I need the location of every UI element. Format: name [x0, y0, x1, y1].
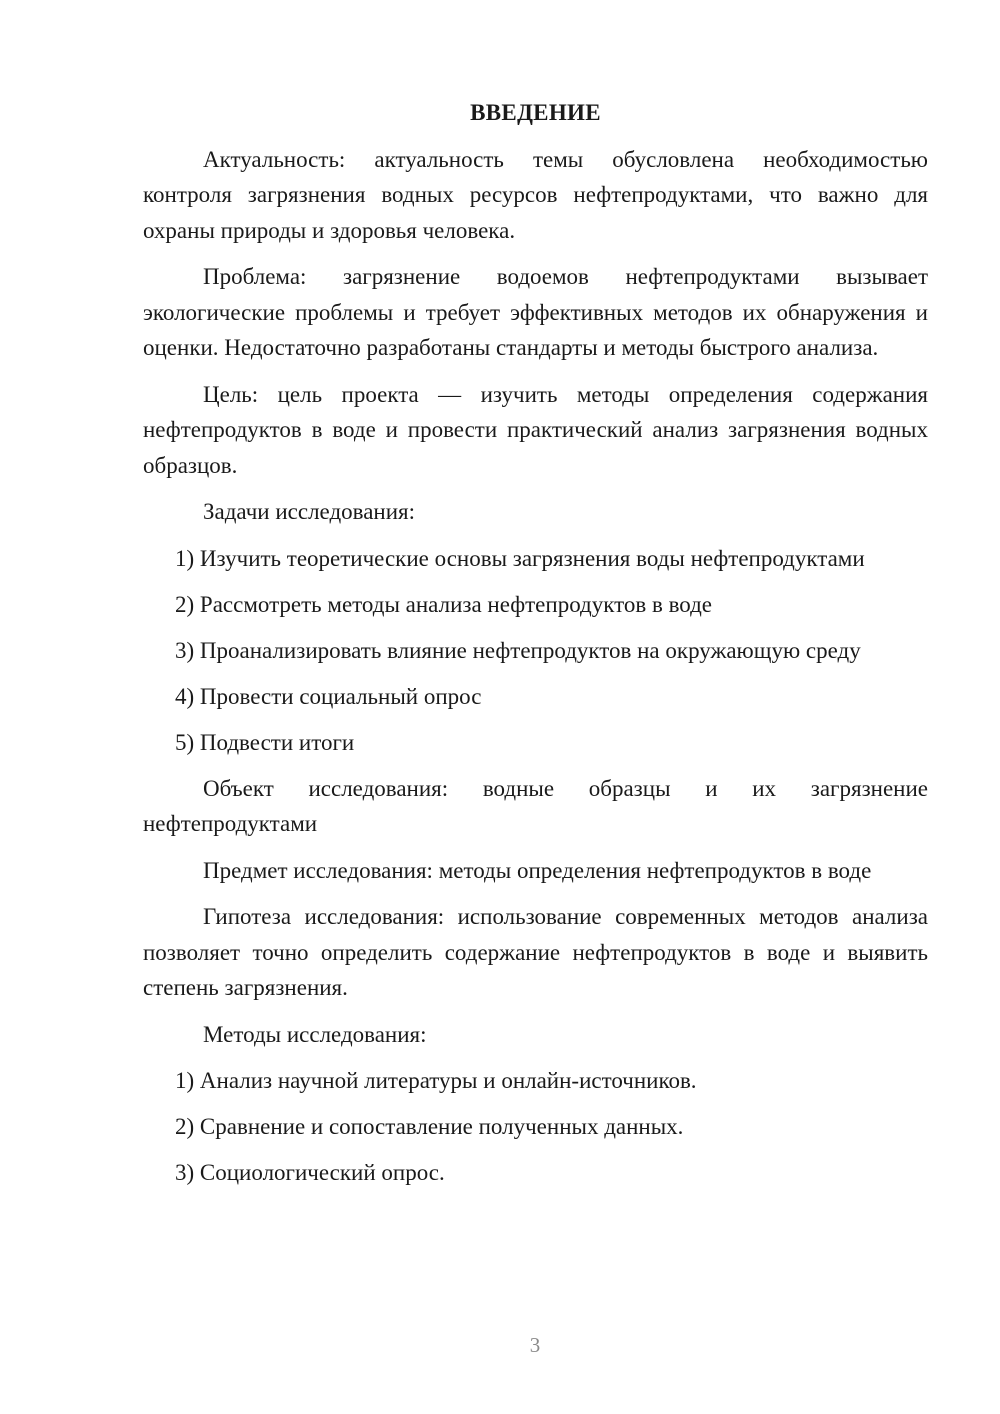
tasks-title: Задачи исследования: [203, 499, 416, 524]
list-item: 1) Анализ научной литературы и онлайн-источников. [175, 1068, 697, 1093]
section-heading: ВВЕДЕНИЕ [470, 100, 601, 125]
list-item: 2) Сравнение и сопоставление полученных данных. [175, 1114, 684, 1139]
list-item: 3) Проанализировать влияние нефтепродуктов на окружающую среду [175, 637, 861, 663]
hypothesis-paragraph: Гипотеза исследования: использование современных методов анализа позволяет точно определить содержание нефтепродуктов в воде и выявить степень загрязнения. [143, 904, 928, 1000]
list-item: 2) Рассмотреть методы анализа нефтепродуктов в воде [175, 591, 713, 617]
list-item: 4) Провести социальный опрос [175, 683, 482, 709]
page-content [143, 95, 928, 1201]
goal-paragraph: Цель: цель проекта — изучить методы определения содержания нефтепродуктов в воде и провести практический анализ загрязнения водных образцов. [143, 381, 928, 478]
tasks-list [143, 541, 928, 761]
subject-paragraph: Предмет исследования: методы определения нефтепродуктов в воде [203, 857, 872, 883]
list-item: 3) Социологический опрос. [175, 1160, 445, 1185]
object-paragraph: Объект исследования: водные образцы и их загрязнение нефтепродуктами [143, 775, 928, 836]
relevance-paragraph: Актуальность: актуальность темы обусловлена необходимостью контроля загрязнения водных ресурсов нефтепродуктами, что важно для охраны природы и здоровья человека. [143, 146, 928, 243]
problem-paragraph: Проблема: загрязнение водоемов нефтепродуктами вызывает экологические проблемы и требует эффективных методов их обнаружения и оценки. Недостаточно разработаны стандарты и методы быстрого анализа. [143, 264, 928, 360]
methods-title: Методы исследования: [203, 1021, 427, 1047]
page-number: 3 [529, 1333, 541, 1357]
list-item: 5) Подвести итоги [175, 729, 355, 755]
list-item: 1) Изучить теоретические основы загрязнения воды нефтепродуктами [175, 545, 865, 571]
methods-list [143, 1063, 928, 1191]
